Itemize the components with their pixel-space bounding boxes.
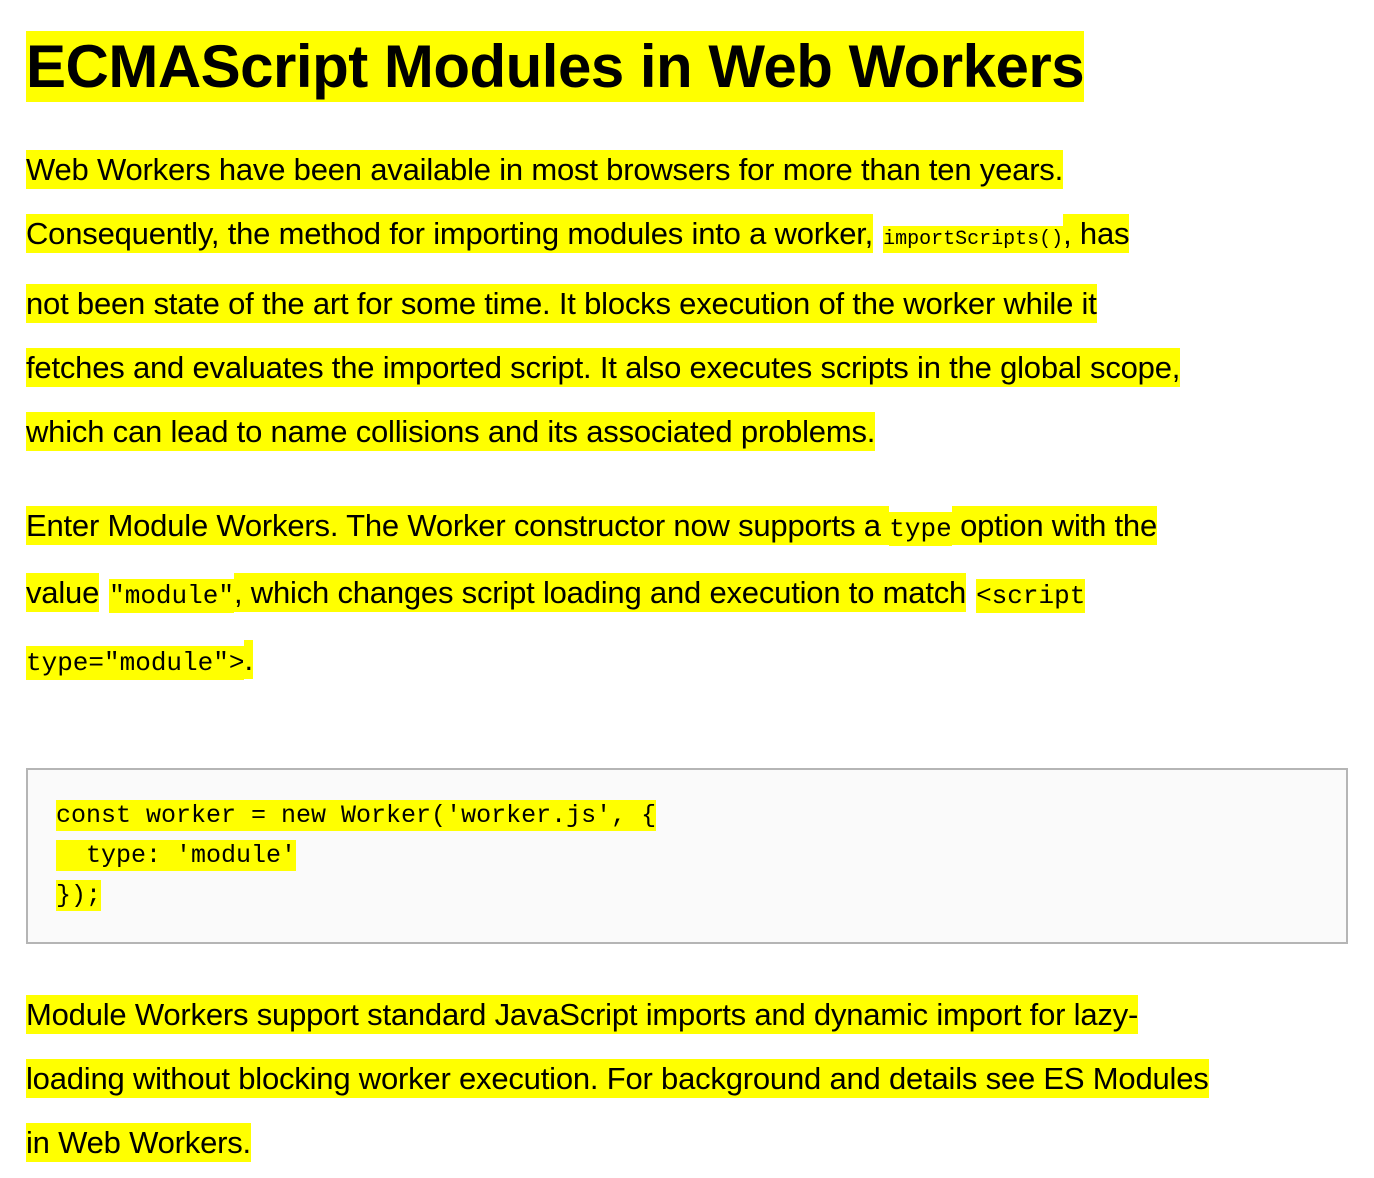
inline-code: type [889, 514, 952, 544]
text-line [26, 628, 1348, 695]
code-line-highlight: const worker = new Worker('worker.js', { [56, 801, 657, 830]
text-line [26, 138, 1348, 202]
code-line [56, 876, 1318, 916]
article [26, 0, 1348, 1175]
text-line [26, 336, 1348, 400]
highlighted-text: not been state of the art for some time. It blocks execution of the worker while it [26, 286, 1097, 321]
title-highlight: ECMAScript Modules in Web Workers [26, 33, 1085, 100]
paragraph-module-workers [26, 494, 1348, 695]
highlighted-text: . [244, 642, 253, 677]
text-line [26, 1111, 1348, 1175]
code-block [26, 768, 1348, 944]
highlighted-text: Consequently, the method for importing modules into a worker, [26, 216, 874, 251]
code-line [56, 836, 1318, 876]
text-line [26, 400, 1348, 464]
text-line [26, 561, 1348, 628]
highlighted-text: , has [1063, 216, 1130, 251]
text-line [26, 983, 1348, 1047]
highlighted-text: which can lead to name collisions and its associated problems. [26, 414, 876, 449]
text-line [26, 202, 1348, 272]
inline-code: "module" [109, 581, 234, 611]
text-line [26, 494, 1348, 561]
highlighted-text: Module Workers support standard JavaScript imports and dynamic import for lazy- [26, 997, 1139, 1032]
page-title [26, 0, 1348, 101]
inline-code: type="module"> [26, 648, 245, 678]
paragraph-conclusion [26, 983, 1348, 1175]
highlighted-text: fetches and evaluates the imported script. It also executes scripts in the global scope, [26, 350, 1181, 385]
inline-code: <script [976, 581, 1086, 611]
highlighted-text: , which changes script loading and execution to match [233, 575, 967, 610]
code-line [56, 796, 1318, 836]
highlighted-text: Enter Module Workers. The Worker constructor now supports a [26, 508, 890, 543]
highlighted-text: Web Workers have been available in most browsers for more than ten years. [26, 152, 1064, 187]
highlighted-text: in Web Workers. [26, 1125, 251, 1160]
highlighted-text: value [26, 575, 100, 610]
inline-code: importScripts() [883, 228, 1064, 251]
paragraph-intro [26, 138, 1348, 464]
text-line [26, 272, 1348, 336]
text-line [26, 1047, 1348, 1111]
highlighted-text: option with the [951, 508, 1158, 543]
code-line-highlight: type: 'module' [56, 841, 297, 870]
highlighted-text: loading without blocking worker execution. For background and details see ES Modules [26, 1061, 1209, 1096]
code-line-highlight: }); [56, 881, 102, 910]
